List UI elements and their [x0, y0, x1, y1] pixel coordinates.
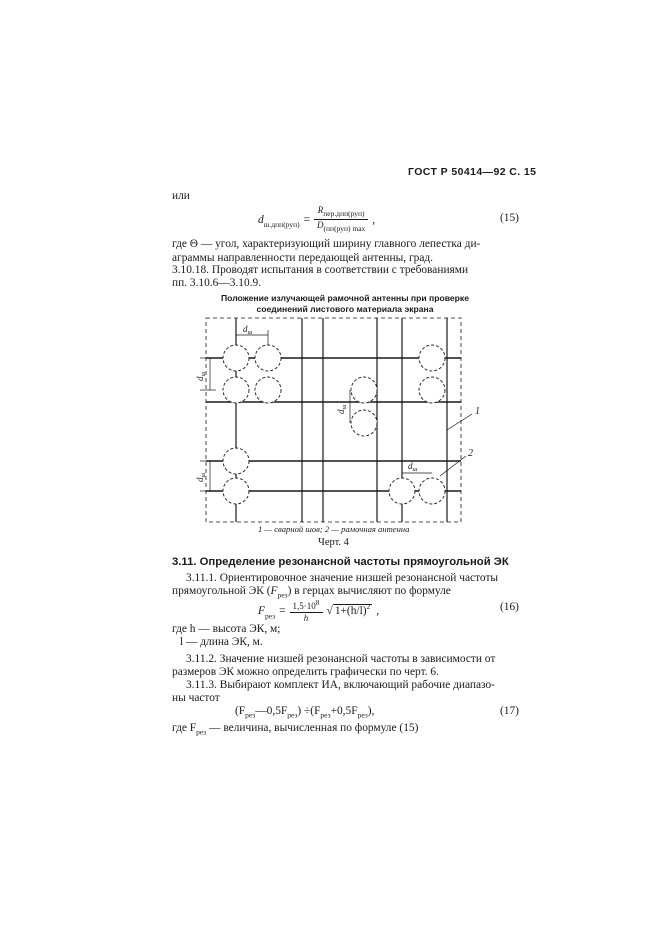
intro-word: или: [172, 190, 190, 202]
formula-16-num: 1,5·10: [292, 601, 316, 611]
para3-line1: 3.11.1. Ориентировочное значение низшей резонансной частоты: [186, 572, 499, 584]
figure-caption: Черт. 4: [318, 537, 349, 548]
formula-16-root: $1+(h/l)^2$: [334, 602, 371, 618]
formula-17: $(F_{рез}—0,5F_{рез}) \div(F_{рез}+0,5F_{рез})$,: [235, 705, 375, 720]
para4-line1: 3.11.2. Значение низшей резонансной частоты в зависимости от: [186, 653, 496, 665]
dim-label: $d_ш$: [195, 371, 207, 381]
para1-line1: где Θ — угол, характеризующий ширину главного лепестка ди-: [172, 238, 481, 250]
where16-line1: где h — высота ЭК, м;: [172, 623, 281, 635]
antenna-loop: [223, 448, 249, 474]
callout-leader-1: [447, 414, 472, 430]
para3-line2: прямоугольной ЭК $(F_{рез})$ в герцах вычисляют по формуле: [172, 585, 451, 600]
page-header: ГОСТ Р 50414—92 С. 15: [408, 166, 537, 178]
dim-label: $d_ш$: [195, 472, 207, 482]
antenna-loop: [223, 377, 249, 403]
formula-16-lhs-sub: рез: [264, 611, 276, 621]
callout-leader-2: [440, 456, 466, 476]
antenna-loop: [419, 377, 445, 403]
formula-15-lhs-sub: ш.дпп(руп): [263, 220, 300, 230]
where16-line2: l — длина ЭК, м.: [180, 636, 263, 648]
figure-legend: 1 — сварной шов; 2 — рамочная антенна: [258, 524, 410, 534]
para4-line2: размеров ЭК можно определить графически по черт. 6.: [172, 666, 439, 678]
antenna-loop: [389, 478, 415, 504]
formula-15-lhs: d: [258, 213, 264, 226]
callout-number-1: 1: [475, 406, 480, 417]
dim-label: $d_ш$: [243, 324, 253, 336]
dim-label: $d_ш$: [408, 461, 418, 473]
formula-16-den: h: [303, 613, 309, 623]
formula-17-number: (17): [500, 705, 519, 717]
callout-number-2: 2: [468, 448, 473, 459]
antenna-loop: [351, 377, 377, 403]
antenna-loop: [223, 345, 249, 371]
formula-15-number: (15): [500, 212, 519, 224]
antenna-loop: [351, 410, 377, 436]
formula-15-den: D: [317, 219, 324, 230]
figure-title-line2: соединений листового материала экрана: [256, 304, 434, 314]
antenna-loop: [255, 377, 281, 403]
formula-16-lhs: F: [258, 605, 265, 618]
formula-16-fraction: [290, 597, 323, 624]
para2-line2: пп. 3.10.6—3.10.9.: [172, 277, 262, 289]
antenna-loop: [419, 345, 445, 371]
formula-16-num-sup: 8: [315, 598, 320, 607]
para5-line1: 3.11.3. Выбирают комплект ИА, включающий рабочие диапазо-: [186, 679, 495, 691]
sqrt-icon: √: [326, 605, 333, 618]
formula-15-eq: =: [303, 213, 311, 226]
para5-line2: ны частот: [172, 692, 220, 704]
formula-15-tail: ,: [372, 213, 376, 226]
antenna-loop: [419, 478, 445, 504]
formula-16-number: (16): [500, 601, 519, 613]
antenna-loop: [255, 345, 281, 371]
para2-line1: 3.10.18. Проводят испытания в соответствии с требованиями: [172, 264, 469, 276]
where17-line: где $F_{рез}$ — величина, вычисленная по формуле (15): [172, 722, 419, 737]
formula-16-eq: =: [279, 605, 286, 618]
figure-title-line1: Положение излучающей рамочной антенны при проверке: [220, 293, 470, 303]
dim-label: $d_ш$: [336, 404, 348, 414]
antenna-loop: [223, 478, 249, 504]
para1-line2: аграммы направленности передающей антенны, град.: [172, 252, 434, 264]
formula-16: [258, 597, 379, 624]
formula-15-num-sub: пер.дпп(руп): [323, 208, 365, 218]
formula-15-den-sub: (пп(руп) max: [323, 223, 366, 233]
formula-16-tail: ,: [376, 605, 380, 618]
formula-15-num: R: [317, 205, 324, 215]
section-title: 3.11. Определение резонансной частоты прямоугольной ЭК: [172, 556, 509, 568]
